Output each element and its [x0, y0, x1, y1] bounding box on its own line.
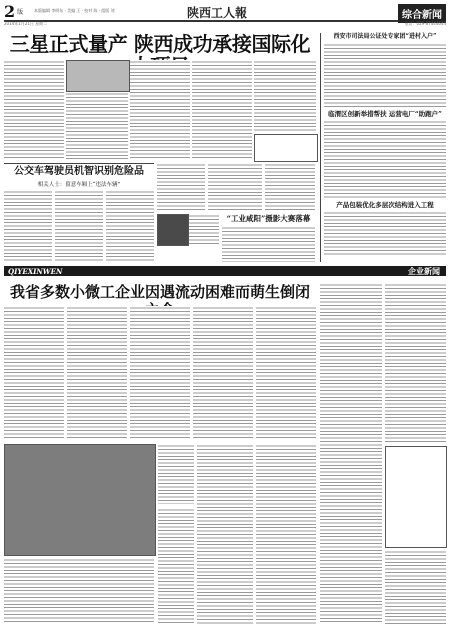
section-band-en: QIYEXINWEN [8, 267, 63, 276]
lead-body-col-2 [66, 92, 128, 160]
right-story2-body [324, 120, 446, 198]
page-number [4, 4, 23, 21]
section-band [4, 266, 446, 276]
story3-body-col-2 [208, 163, 262, 211]
story2-headline: 公交车驾驶员机智识别危险品 [14, 166, 144, 177]
right-story3-body [324, 211, 446, 257]
lower-right-col-1 [320, 283, 382, 624]
feature-body-col-7 [4, 558, 154, 624]
story2-body-col-2 [55, 190, 103, 262]
paper-name: 陕西工人報 [187, 6, 248, 20]
page-label: 版 [17, 8, 24, 16]
story2-body-col-3 [106, 190, 154, 262]
editor-info: 本版编辑 李明东 · 美编 王 · 校对 陈 · 组版 刘 [34, 8, 115, 13]
feature-body-col-2 [67, 306, 127, 440]
lower-right-box [385, 446, 447, 548]
photo-caption [189, 214, 219, 244]
feature-body-col-3 [130, 306, 190, 440]
masthead [4, 4, 446, 22]
lead-inset-box [254, 134, 318, 162]
right-column [324, 33, 446, 262]
story2-body-col-1 [4, 190, 52, 262]
feature-photo-caption [158, 444, 194, 504]
divider [4, 163, 154, 164]
story3-body-col-3 [265, 163, 315, 211]
lower-right-col-3 [385, 550, 446, 624]
lower-right-col-2 [385, 283, 446, 443]
section-band-zh: 企业新闻 [408, 266, 440, 276]
lead-body-col-4 [192, 60, 252, 160]
feature-body-col-4 [193, 306, 253, 440]
right-story1-body [324, 43, 446, 107]
story3-body-col-4 [222, 226, 315, 262]
right-story3-headline: 产品包装优化多层次结构进入工程 [336, 201, 434, 209]
feature-body-col-1 [4, 306, 64, 440]
lead-photo [66, 60, 130, 92]
section-name: 综合新闻 [398, 4, 446, 23]
story3-headline: “工业咸阳”摄影大赛落幕 [226, 214, 311, 223]
feature-body-col-6 [158, 508, 194, 624]
feature-body-col-8 [197, 444, 253, 624]
photo-placeholder-icon [157, 214, 189, 246]
column-divider [320, 33, 321, 262]
story3-body-col-1 [157, 163, 205, 211]
feature-photo [4, 444, 156, 556]
feature-body-col-5 [256, 306, 316, 440]
page-number-digit: 2 [4, 2, 16, 21]
right-story1-headline: 西安市司法局公证处专家团“进村入户” [333, 33, 437, 40]
right-story2-headline: 临渭区创新举措帮扶 运营电厂“助跑户” [328, 110, 442, 118]
phone-number: 电话：029-87444644 [404, 21, 446, 26]
lead-body-col-5 [254, 60, 316, 132]
lead-headline: 三星正式量产 陕西成功承接国际化 [9, 32, 311, 56]
issue-date: 2014年1月21日 星期二 [4, 21, 48, 26]
feature-headline: 我省多数小微工企业因遇流动困难而萌生倒闭 [9, 283, 310, 301]
lead-body-col-1 [4, 60, 64, 160]
feature-body-col-9 [256, 444, 316, 624]
date-line [4, 21, 446, 27]
lead-body-col-3 [130, 60, 190, 160]
story2-subhead: 相关人士：留意车厢上“违法车辆” [37, 182, 121, 188]
